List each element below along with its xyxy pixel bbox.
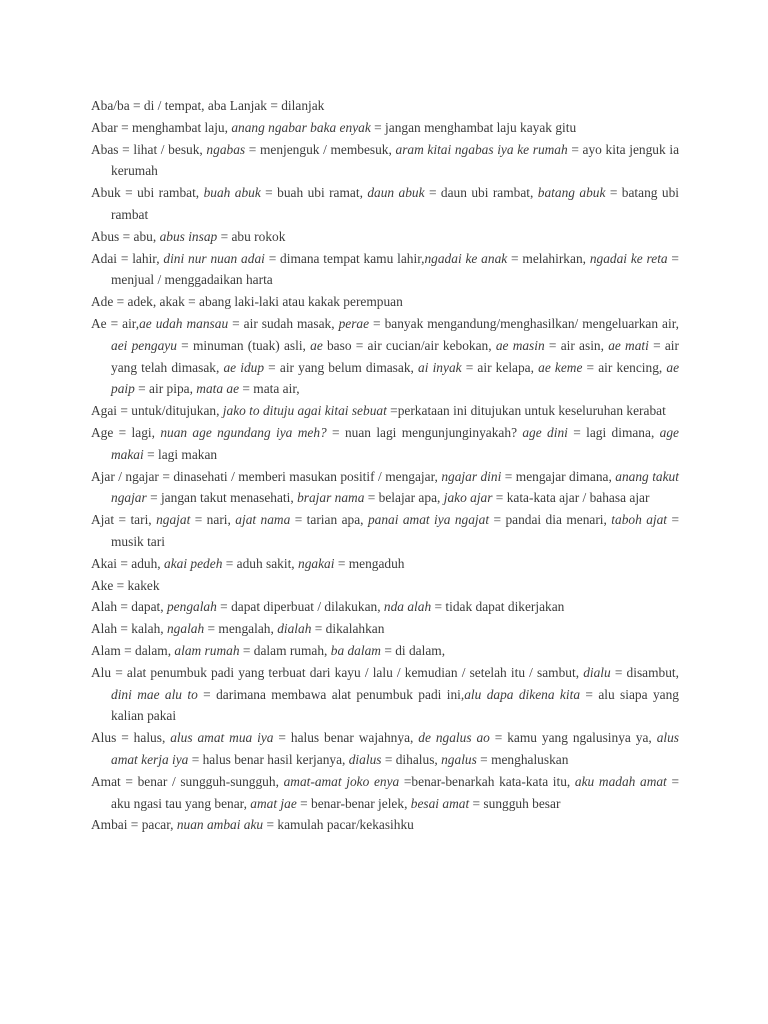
text-run: = dikalahkan (311, 621, 385, 637)
phrase: alam rumah (174, 642, 240, 658)
phrase: nuan ambai aku (176, 817, 264, 833)
text-run: = batang ubi rambat (111, 185, 679, 222)
phrase: amat-amat joko enya (283, 773, 400, 789)
phrase: ngalus (441, 751, 477, 767)
dictionary-entries (91, 95, 679, 836)
phrase: buah abuk (203, 185, 261, 201)
text-run: = belajar apa, (364, 490, 444, 506)
dictionary-entry (91, 226, 679, 248)
phrase: dini nur nuan adai (163, 250, 265, 266)
phrase: ai inyak (418, 359, 462, 375)
text-run: = sungguh besar (469, 795, 561, 811)
text-run: = kata-kata ajar / bahasa ajar (492, 490, 650, 506)
dictionary-entry (91, 575, 679, 597)
text-run: = abu rokok (217, 228, 286, 244)
phrase: jako ajar (443, 490, 493, 506)
text-run: Abar = menghambat laju, (91, 119, 232, 135)
text-run: = kamu yang ngalusinya ya, (489, 730, 657, 746)
phrase: jako to dituju agai kitai sebuat (222, 403, 387, 419)
text-run: = buah ubi ramat, (260, 185, 368, 201)
text-run: = pandai dia menari, (489, 512, 612, 528)
text-run: = disambut, (610, 664, 679, 680)
dictionary-entry (91, 814, 679, 836)
text-run: Ae = air, (91, 315, 140, 331)
text-run: = air pipa, (134, 381, 197, 397)
phrase: aku madah amat (574, 773, 667, 789)
phrase: aei pengayu (111, 337, 177, 353)
phrase: ngabas (206, 141, 246, 157)
text-run: = dimana tempat kamu lahir, (264, 250, 425, 266)
dictionary-entry (91, 771, 679, 815)
phrase: ngajar dini (441, 468, 502, 484)
text-run: Alam = dalam, (91, 642, 175, 658)
text-run: Ake = kakek (91, 577, 160, 593)
text-run: Alus = halus, (91, 730, 171, 746)
text-run: =benar-benarkah kata-kata itu, (399, 773, 575, 789)
phrase: de ngalus ao (418, 730, 490, 746)
text-run: Aba/ba = di / tempat, aba Lanjak = dilanjak (91, 98, 325, 113)
text-run: Agai = untuk/ditujukan, (91, 403, 223, 419)
phrase: age dini (522, 424, 568, 440)
phrase: ae masin (495, 337, 545, 353)
text-run: = melahirkan, (507, 250, 590, 266)
phrase: ae idup (223, 359, 265, 375)
phrase: ngadai ke anak (424, 250, 508, 266)
text-run: = benar-benar jelek, (296, 795, 411, 811)
dictionary-entry (91, 291, 679, 313)
text-run: = air sudah masak, (228, 315, 339, 331)
phrase: brajar nama (297, 490, 365, 506)
text-run: Abuk = ubi rambat, (91, 185, 204, 201)
dictionary-entry (91, 618, 679, 640)
dictionary-entry (91, 95, 679, 117)
text-run: baso = air cucian/air kebokan, (322, 337, 496, 353)
phrase: pengalah (166, 599, 217, 615)
text-run: = dalam rumah, (239, 642, 331, 658)
text-run: Alah = kalah, (91, 621, 167, 637)
text-run: = dapat diperbuat / dilakukan, (216, 599, 384, 615)
text-run: = nuan lagi mengunjunginyakah? (326, 424, 523, 440)
dictionary-entry (91, 662, 679, 727)
dictionary-entry (91, 400, 679, 422)
phrase: mata ae (196, 381, 240, 397)
phrase: dialus (348, 751, 382, 767)
phrase: abus insap (159, 228, 218, 244)
phrase: besai amat (410, 795, 470, 811)
text-run: = halus benar hasil kerjanya, (188, 751, 349, 767)
phrase: panai amat iya ngajat (367, 512, 490, 528)
text-run: = musik tari (111, 512, 680, 549)
text-run: Age = lagi, (91, 424, 161, 440)
text-run: =perkataan ini ditujukan untuk keseluruhan kerabat (386, 403, 666, 419)
dictionary-entry (91, 422, 679, 466)
text-run: = mengalah, (204, 621, 278, 637)
text-run: = aduh sakit, (222, 555, 299, 571)
text-run: = di dalam, (380, 642, 446, 658)
dictionary-entry (91, 248, 679, 292)
phrase: anang takut ngajar (111, 468, 679, 506)
text-run: = menghaluskan (476, 751, 569, 767)
phrase: ba dalam (330, 642, 381, 658)
phrase: akai pedeh (164, 555, 223, 571)
phrase: ae (310, 337, 323, 353)
phrase: amat jae (250, 795, 297, 811)
text-run: Ajat = tari, (91, 512, 157, 528)
text-run: Ade = adek, akak = abang laki-laki atau kakak perempuan (91, 294, 403, 310)
text-run: = menjenguk / membesuk, (245, 141, 396, 157)
text-run: = lagi dimana, (567, 424, 660, 440)
phrase: taboh ajat (611, 512, 668, 528)
phrase: dialah (277, 621, 312, 637)
text-run: = menjual / menggadaikan harta (111, 250, 679, 288)
text-run: Abus = abu, (91, 228, 160, 244)
dictionary-entry (91, 117, 679, 139)
phrase: alus amat kerja iya (111, 730, 680, 767)
phrase: ae mati (608, 337, 649, 353)
text-run: = air yang telah dimasak, (111, 337, 679, 375)
phrase: ae paip (111, 359, 680, 397)
text-run: = mengajar dimana, (501, 468, 616, 484)
phrase: perae (338, 315, 370, 331)
phrase: ae keme (538, 359, 583, 375)
text-run: Amat = benar / sungguh-sungguh, (91, 773, 284, 789)
text-run: = aku ngasi tau yang benar, (111, 773, 679, 811)
text-run: = tarian apa, (290, 512, 368, 528)
dictionary-entry (91, 313, 679, 400)
dictionary-entry (91, 640, 679, 662)
text-run: Alu = alat penumbuk padi yang terbuat dari kayu / lalu / kemudian / setelah itu / sambut, (91, 664, 584, 680)
text-run: = air kelapa, (461, 359, 539, 375)
phrase: dini mae alu to (111, 686, 198, 702)
phrase: ngalah (166, 621, 205, 637)
text-run: = minuman (tuak) asli, (176, 337, 311, 353)
dictionary-entry (91, 466, 679, 510)
text-run: = air asin, (544, 337, 609, 353)
text-run: = air kencing, (582, 359, 667, 375)
text-run: = mengaduh (334, 555, 405, 571)
phrase: ngajat (156, 512, 191, 528)
text-run: Adai = lahir, (91, 250, 164, 266)
text-run: Alah = dapat, (91, 599, 167, 615)
text-run: = mata air, (239, 381, 300, 397)
text-run: = halus benar wajahnya, (273, 730, 419, 746)
text-run: Ambai = pacar, (91, 817, 177, 833)
text-run: = lagi makan (143, 446, 218, 462)
text-run: = tidak dapat dikerjakan (431, 599, 565, 615)
phrase: age makai (111, 424, 679, 462)
text-run: = kamulah pacar/kekasihku (263, 817, 414, 833)
dictionary-entry (91, 553, 679, 575)
phrase: nuan age ngundang iya meh? (160, 424, 327, 440)
text-run: = daun ubi rambat, (424, 185, 538, 201)
text-run: = jangan takut menasehati, (146, 490, 298, 506)
phrase: alus amat mua iya (170, 730, 274, 746)
text-run: Ajar / ngajar = dinasehati / memberi masukan positif / mengajar, (91, 468, 442, 484)
dictionary-entry (91, 509, 679, 553)
phrase: daun abuk (367, 185, 425, 201)
text-run: = banyak mengandung/menghasilkan/ mengeluarkan air, (369, 315, 679, 331)
phrase: ajat nama (235, 512, 291, 528)
text-run: = darimana membawa alat penumbuk padi ini, (197, 686, 465, 702)
phrase: dialu (583, 664, 611, 680)
text-run: = ayo kita jenguk ia kerumah (111, 141, 680, 179)
phrase: batang abuk (537, 185, 606, 201)
text-run: = air yang belum dimasak, (264, 359, 419, 375)
text-run: Akai = aduh, (91, 555, 165, 571)
dictionary-entry (91, 596, 679, 618)
text-run: = alu siapa yang kalian pakai (111, 686, 679, 724)
phrase: ngadai ke reta (589, 250, 668, 266)
dictionary-entry (91, 182, 679, 226)
dictionary-entry (91, 139, 679, 183)
phrase: aram kitai ngabas iya ke rumah (395, 141, 568, 157)
phrase: alu dapa dikena kita (464, 686, 581, 702)
phrase: ae udah mansau (139, 315, 229, 331)
dictionary-entry (91, 727, 679, 771)
text-run: = dihalus, (381, 751, 442, 767)
phrase: nda alah (383, 599, 432, 615)
text-run: = jangan menghambat laju kayak gitu (370, 119, 577, 135)
text-run: Abas = lihat / besuk, (91, 141, 207, 157)
phrase: ngakai (298, 555, 335, 571)
text-run: = nari, (190, 512, 236, 528)
phrase: anang ngabar baka enyak (231, 119, 371, 135)
